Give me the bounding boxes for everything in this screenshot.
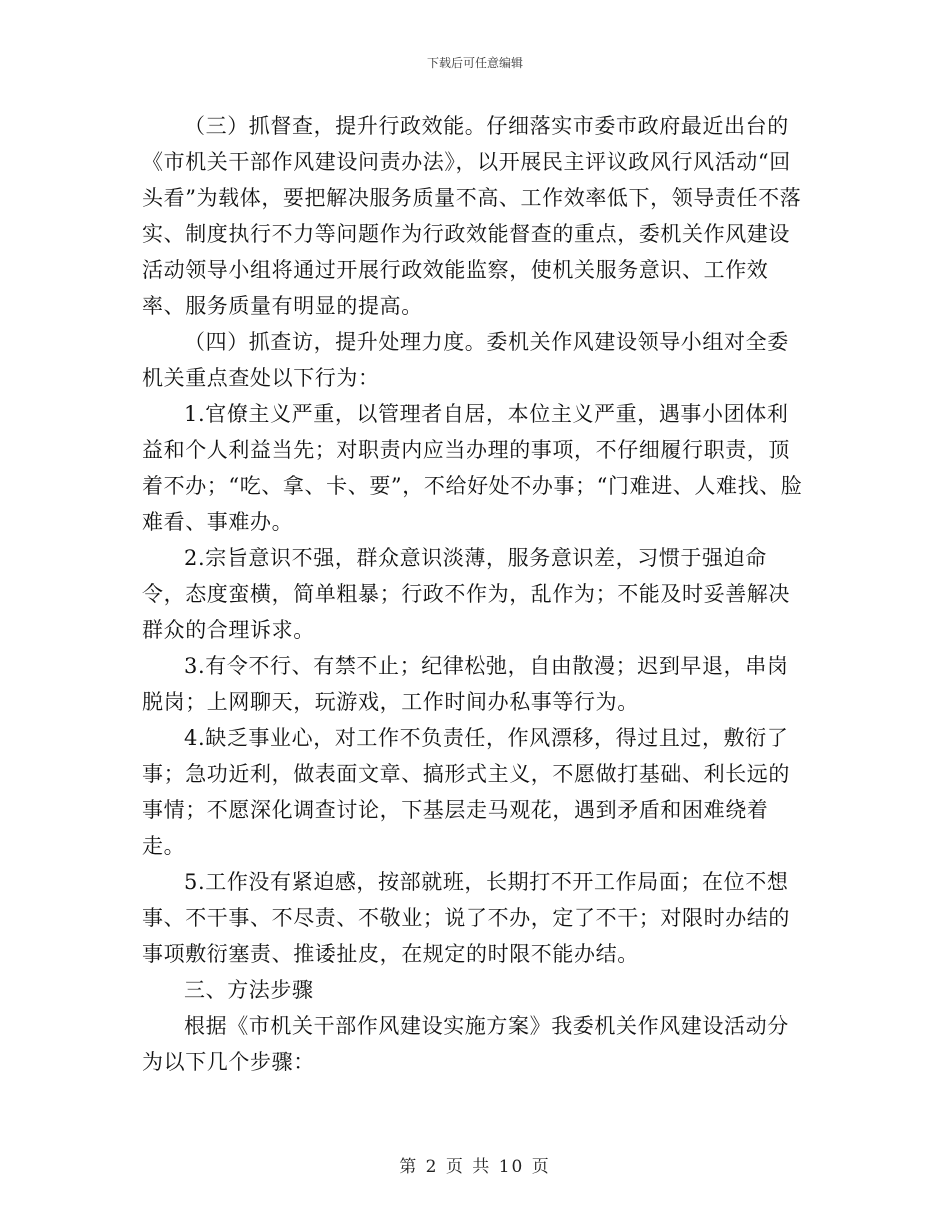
page-number-footer: 第 2 页 共 10 页 bbox=[399, 1157, 551, 1177]
page-header: 下载后可任意编辑 bbox=[426, 56, 523, 70]
paragraph-supervision: （三）抓督查，提升行政效能。仔细落实市委市政府最近出台的《市机关干部作风建设问责办法》，以开展民主评议政风行风活动“回头看”为载体，要把解决服务质量不高、工作效率低下，领导责任不落实、制度执行不力等问题作为行政效能督查的重点，委机关作风建设活动领导小组将通过开展行政效能监察，使机关服务意识、工作效率、服务质量有明显的提高。 bbox=[142, 114, 802, 318]
paragraph-inspection: （四）抓查访，提升处理力度。委机关作风建设领导小组对全委机关重点查处以下行为： bbox=[142, 330, 789, 390]
list-item-4: 4.缺乏事业心，对工作不负责任，作风漂移，得过且过，敷衍了事；急功近利，做表面文章、搞形式主义，不愿做打基础、利长远的事情；不愿深化调查讨论，下基层走马观花，遇到矛盾和困难绕着走。 bbox=[142, 726, 790, 858]
list-item-3: 3.有令不行、有禁不止；纪律松弛，自由散漫；迟到早退，串岗脱岗；上网聊天，玩游戏，工作时间办私事等行为。 bbox=[142, 654, 789, 714]
list-item-5: 5.工作没有紧迫感，按部就班，长期打不开工作局面；在位不想事、不干事、不尽责、不敬业；说了不办，定了不干；对限时办结的事项敷衍塞责、推诿扯皮，在规定的时限不能办结。 bbox=[142, 870, 790, 966]
section-heading-methods: 三、方法步骤 bbox=[184, 978, 314, 1002]
document-body bbox=[142, 108, 810, 1080]
list-item-2: 2.宗旨意识不强，群众意识淡薄，服务意识差，习惯于强迫命令，态度蛮横，简单粗暴；行政不作为，乱作为；不能及时妥善解决群众的合理诉求。 bbox=[142, 546, 790, 642]
list-item-1: 1.官僚主义严重，以管理者自居，本位主义严重，遇事小团体利益和个人利益当先；对职责内应当办理的事项，不仔细履行职责，顶着不办；“吃、拿、卡、要”，不给好处不办事；“门难进、人难找、脸难看、事难办。 bbox=[142, 402, 803, 534]
paragraph-steps-intro: 根据《市机关干部作风建设实施方案》我委机关作风建设活动分为以下几个步骤： bbox=[142, 1014, 789, 1074]
